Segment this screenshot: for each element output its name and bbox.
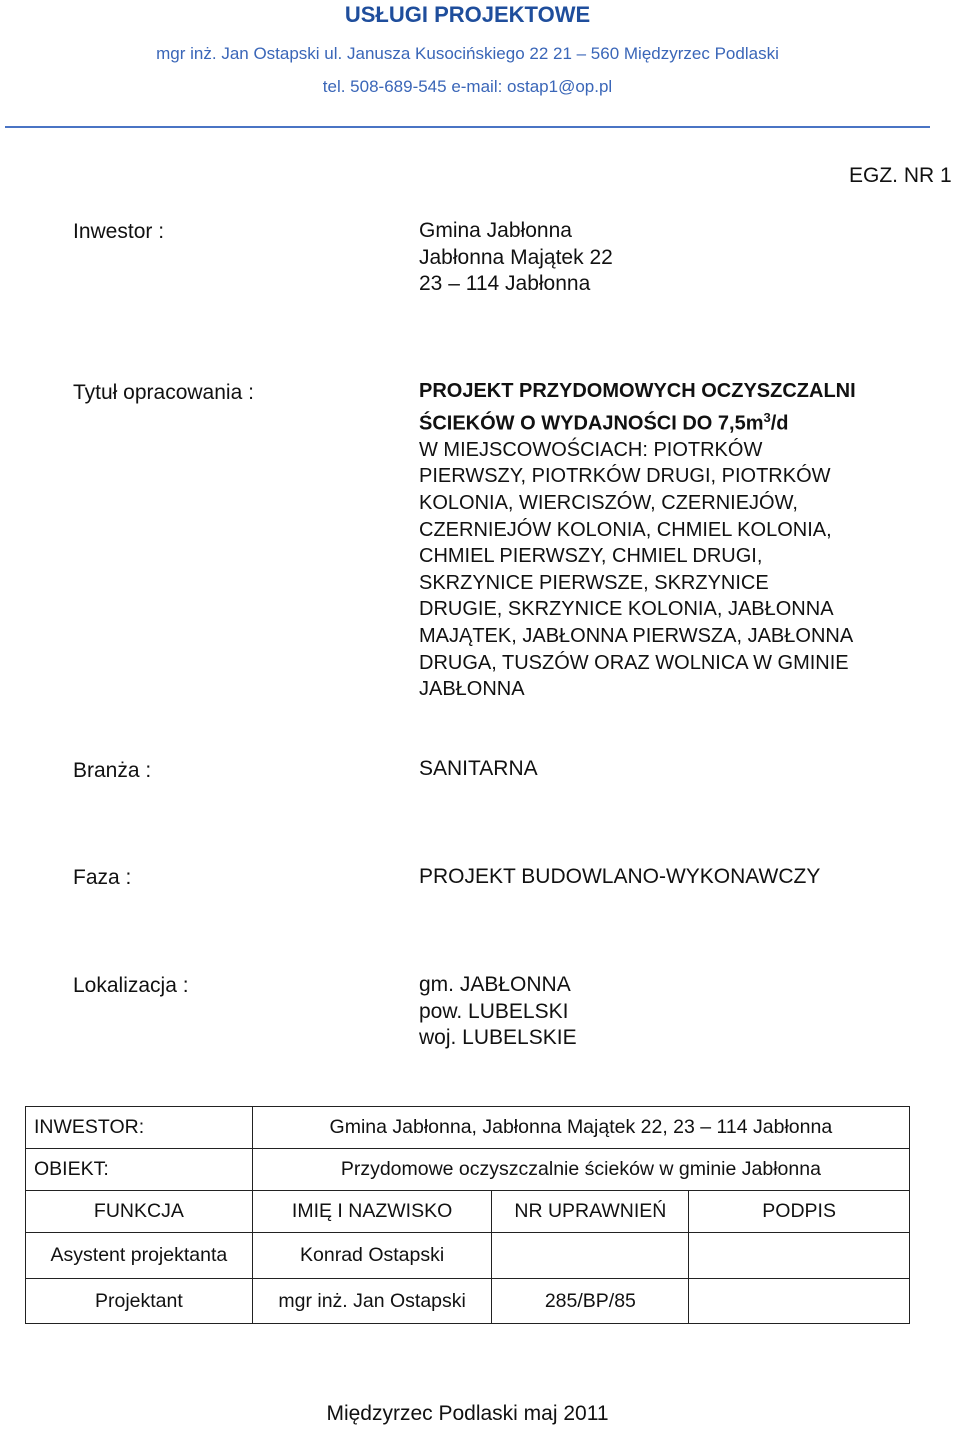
- investor-cell-value: Gmina Jabłonna, Jabłonna Majątek 22, 23 – 114 Jabłonna: [252, 1107, 909, 1149]
- table-row: [26, 1279, 910, 1324]
- investor-line: 23 – 114 Jabłonna: [419, 272, 591, 296]
- title-line: SKRZYNICE PIERWSZE, SKRZYNICE: [419, 571, 769, 594]
- column-header: FUNKCJA: [26, 1191, 253, 1233]
- title-line: CZERNIEJÓW KOLONIA, CHMIEL KOLONIA,: [419, 518, 832, 541]
- name-cell: Konrad Ostapski: [252, 1233, 492, 1279]
- superscript: 3: [763, 409, 771, 425]
- object-cell-value: Przydomowe oczyszczalnie ścieków w gminie Jabłonna: [252, 1149, 909, 1191]
- table-row: [26, 1233, 910, 1279]
- table-row: [26, 1149, 910, 1191]
- title-line: [419, 405, 939, 437]
- place-date: Międzyrzec Podlaski maj 2011: [326, 1402, 609, 1425]
- column-header: PODPIS: [689, 1191, 910, 1233]
- phase-label: Faza :: [73, 866, 132, 889]
- branch-label: Branża :: [73, 759, 152, 782]
- title-line: CHMIEL PIERWSZY, CHMIEL DRUGI,: [419, 545, 763, 568]
- title-line: DRUGA, TUSZÓW ORAZ WOLNICA W GMINIE: [419, 651, 849, 674]
- license-cell: 285/BP/85: [492, 1279, 689, 1324]
- investor-cell-label: INWESTOR:: [26, 1107, 253, 1149]
- investor-label: Inwestor :: [73, 220, 165, 243]
- column-header: IMIĘ I NAZWISKO: [252, 1191, 492, 1233]
- title-line-text: /d: [770, 412, 789, 435]
- location-line: pow. LUBELSKI: [419, 999, 569, 1023]
- location-label: Lokalizacja :: [73, 974, 189, 997]
- phase-value: PROJEKT BUDOWLANO-WYKONAWCZY: [419, 865, 821, 888]
- title-line-text: ŚCIEKÓW O WYDAJNOŚCI DO 7,5m: [419, 412, 764, 435]
- branch-value: SANITARNA: [419, 757, 538, 780]
- company-address: mgr inż. Jan Ostapski ul. Janusza Kusocińskiego 22 21 – 560 Międzyrzec Podlaski: [156, 44, 779, 63]
- project-title: [419, 378, 939, 703]
- table-header-row: [26, 1191, 910, 1233]
- title-block-table: [25, 1106, 910, 1324]
- company-name: USŁUGI PROJEKTOWE: [344, 2, 591, 27]
- title-line: PIERWSZY, PIOTRKÓW DRUGI, PIOTRKÓW: [419, 465, 831, 488]
- copy-number: EGZ. NR 1: [849, 164, 952, 187]
- title-label: Tytuł opracowania :: [73, 381, 254, 404]
- title-line: W MIEJSCOWOŚCIACH: PIOTRKÓW: [419, 438, 763, 461]
- title-line: JABŁONNA: [419, 678, 525, 701]
- name-cell: mgr inż. Jan Ostapski: [252, 1279, 492, 1324]
- title-line: MAJĄTEK, JABŁONNA PIERWSZA, JABŁONNA: [419, 625, 854, 647]
- title-line: DRUGIE, SKRZYNICE KOLONIA, JABŁONNA: [419, 598, 834, 621]
- company-contact: tel. 508-689-545 e-mail: ostap1@op.pl: [322, 77, 613, 96]
- title-line: PROJEKT PRZYDOMOWYCH OCZYSZCZALNI: [419, 380, 856, 402]
- function-cell: Asystent projektanta: [26, 1233, 253, 1279]
- column-header: NR UPRAWNIEŃ: [492, 1191, 689, 1233]
- signature-cell: [689, 1233, 910, 1279]
- function-cell: Projektant: [26, 1279, 253, 1324]
- location-line: gm. JABŁONNA: [419, 973, 571, 996]
- license-cell: [492, 1233, 689, 1279]
- investor-line: Gmina Jabłonna: [419, 219, 572, 242]
- signature-cell: [689, 1279, 910, 1324]
- table-row: [26, 1107, 910, 1149]
- investor-line: Jabłonna Majątek 22: [419, 245, 613, 269]
- object-cell-label: OBIEKT:: [26, 1149, 253, 1191]
- investor-details: [419, 218, 613, 298]
- location-details: [419, 972, 577, 1052]
- header-divider: [5, 126, 930, 128]
- location-line: woj. LUBELSKIE: [419, 1026, 577, 1050]
- title-line: KOLONIA, WIERCISZÓW, CZERNIEJÓW,: [419, 492, 798, 515]
